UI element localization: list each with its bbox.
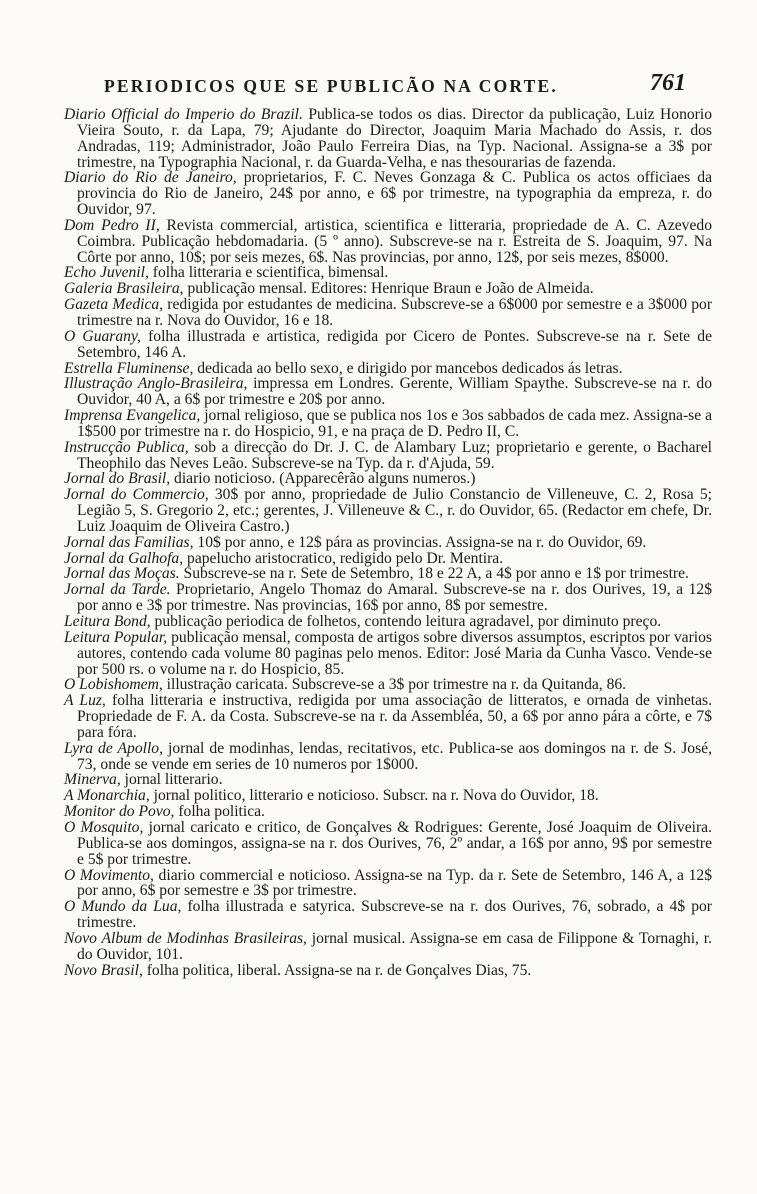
list-item	[64, 630, 712, 678]
entry-title: O Mundo da Lua,	[64, 898, 182, 916]
entry-text: folha illustrada e satyrica. Subscreve-se na r. dos Ourives, 76, sobrado, a 4$ por trimestre.	[77, 898, 712, 932]
entry-text: 10$ por anno, e 12$ pára as provincias. Assigna-se na r. do Ouvidor, 69.	[193, 533, 647, 551]
entry-title: Jornal do Commercio,	[64, 486, 209, 504]
list-item	[64, 772, 712, 788]
entry-text: folha litteraria e instructiva, redigida por uma associação de litteratos, e ornada de vinhetas. Propriedade de F. A. da Costa. Subscreve-se na r. da Assembléa, 50, a 6$ por anno pára a côrte, e 7$ para fóra.	[77, 692, 712, 741]
entry-title: A Luz,	[64, 692, 106, 710]
list-item	[64, 566, 712, 582]
entry-title: Diario Official do Imperio do Brazil.	[64, 106, 303, 123]
list-item	[64, 614, 712, 630]
list-item	[64, 741, 712, 773]
list-item	[64, 963, 712, 979]
list-item	[64, 170, 712, 218]
entry-text: folha illustrada e artistica, redigida por Cicero de Pontes. Subscreve-se na r. Sete de Setembro, 146 A.	[77, 327, 712, 361]
entry-title: O Movimento,	[64, 866, 154, 884]
list-item	[64, 931, 712, 963]
list-item	[64, 804, 712, 820]
entry-title: Dom Pedro II,	[64, 216, 160, 234]
list-item	[64, 218, 712, 266]
entry-title: Jornal das Moças.	[64, 565, 180, 583]
entry-text: publicação mensal. Editores: Henrique Braun e João de Almeida.	[183, 280, 594, 298]
list-item	[64, 868, 712, 900]
entry-text: Publica-se todos os dias. Director da publicação, Luiz Honorio Vieira Souto, r. da Lapa, 79; Ajudante do Director, Joaquim Maria Machado do Assis, r. dos Andradas, 119; Administrador, João Paulo Ferreira Dias, na Typ. Nacional. Assigna-se a 3$ por trimestre, na Typographia Nacional, r. da Guarda-Velha, e nas thesourarias de fazenda.	[77, 106, 712, 171]
entry-text: jornal religioso, que se publica nos 1os e 3os sabbados de cada mez. Assigna-se a 1$500 por trimestre na r. do Hospicio, 91, e na praça de D. Pedro II, C.	[77, 407, 712, 440]
list-item	[64, 788, 712, 804]
entry-title: Jornal da Galhofa,	[64, 549, 184, 567]
entry-title: O Mosquito,	[64, 818, 144, 836]
entry-text: impressa em Londres. Gerente, William Spaythe. Subscreve-se na r. do Ouvidor, 40 A, a 6$ por trimestre e 20$ por anno.	[77, 375, 712, 409]
list-item	[64, 487, 712, 535]
list-item	[64, 677, 712, 693]
entry-text: jornal de modinhas, lendas, recitativos, etc. Publica-se aos domingos na r. de S. José, 73, onde se vende em series de 10 numeros por 1$000.	[77, 739, 712, 773]
entry-text: redigida por estudantes de medicina. Subscreve-se a 6$000 por semestre e a 3$000 por trimestre na r. Nova do Ouvidor, 16 e 18.	[77, 296, 713, 329]
entry-text: dedicada ao bello sexo, e dirigido por mancebos dedicados ás letras.	[193, 359, 623, 377]
list-item	[64, 265, 712, 281]
entry-title: Echo Juvenil,	[64, 264, 149, 282]
page-header	[0, 70, 757, 104]
entry-text: Subscreve-se na r. Sete de Setembro, 18 e 22 A, a 4$ por anno e 1$ por trimestre.	[179, 565, 689, 583]
list-item	[64, 820, 712, 868]
entry-text: 30$ por anno, propriedade de Julio Constancio de Villeneuve, C. 2, Rosa 5; Legião 5, S. Gregorio 2, etc.; gerentes, J. Villeneuve & C., r. do Ouvidor, 65. (Redactor em chefe, Dr. Luiz Joaquim de Oliveira Castro.)	[77, 486, 712, 535]
list-item	[64, 408, 712, 440]
entry-title: Leitura Bond,	[64, 613, 151, 630]
entry-text: folha litteraria e scientifica, bimensal.	[148, 264, 389, 282]
entry-text: folha politica, liberal. Assigna-se na r. de Gonçalves Dias, 75.	[142, 961, 532, 979]
entry-title: Estrella Fluminense,	[64, 359, 194, 377]
list-item	[64, 440, 712, 472]
entry-title: O Guarany,	[64, 327, 141, 345]
entry-text: diario commercial e noticioso. Assigna-se na Typ. da r. Sete de Setembro, 146 A, a 12$ por anno, 6$ por semestre e 3$ por trimestre.	[77, 866, 712, 900]
list-item	[64, 551, 712, 567]
running-title: PERIODICOS QUE SE PUBLICÃO NA CORTE.	[104, 76, 558, 96]
entry-text: illustração caricata. Subscreve-se a 3$ por trimestre na r. da Quitanda, 86.	[162, 676, 627, 694]
entry-title: Jornal do Brasil,	[64, 470, 171, 488]
entry-text: papelucho aristocratico, redigido pelo Dr. Mentira.	[183, 549, 504, 567]
list-item	[64, 361, 712, 377]
entry-text: folha politica.	[174, 803, 265, 821]
entry-title: Galeria Brasileira,	[64, 280, 184, 298]
entry-text: Proprietario, Angelo Thomaz do Amaral. Subscreve-se na r. dos Ourives, 19, a 12$ por anno e 3$ por trimestre. Nas provincias, 16$ por anno, 8$ por semestre.	[77, 581, 712, 615]
list-item	[64, 471, 712, 487]
entry-title: O Lobishomem,	[64, 676, 163, 694]
list-item	[64, 582, 712, 614]
list-item	[64, 535, 712, 551]
entry-title: A Monarchia,	[64, 787, 150, 805]
entry-title: Novo Album de Modinhas Brasileiras,	[64, 929, 307, 947]
list-item	[64, 107, 712, 170]
entry-text: diario noticioso. (Apparecêrão alguns numeros.)	[170, 470, 476, 488]
entry-text: jornal litterario.	[120, 771, 223, 789]
entry-text: jornal caricato e critico, de Gonçalves & Rodrigues: Gerente, José Joaquim de Oliveira. Publica-se aos domingos, assigna-se na r. dos Ourives, 76, 2º andar, a 16$ por anno, 9$ por semestre e 5$ por trimestre.	[77, 818, 712, 868]
list-item	[64, 297, 712, 329]
entry-title: Imprensa Evangelica,	[64, 407, 201, 425]
entry-text: publicação periodica de folhetos, contendo leitura agradavel, por diminuto preço.	[150, 613, 662, 630]
entry-title: Novo Brasil,	[64, 961, 143, 979]
entry-text: sob a direcção do Dr. J. C. de Alambary Luz; proprietario e gerente, o Bacharel Theophilo das Neves Leão. Subscreve-se na Typ. da r. d'Ajuda, 59.	[77, 438, 712, 472]
entry-text: publicação mensal, composta de artigos sobre diversos assumptos, escriptos por varios autores, contendo cada volume 80 paginas pelo menos. Editor: José Maria da Cunha Vasco. Vende-se por 500 rs. o volume na r. do Hospicio, 85.	[77, 628, 712, 678]
periodicals-list	[64, 107, 712, 978]
entry-title: Illustração Anglo-Brasileira,	[64, 375, 248, 393]
list-item	[64, 899, 712, 931]
list-item	[64, 281, 712, 297]
entry-title: Minerva,	[64, 771, 121, 789]
list-item	[64, 693, 712, 741]
list-item	[64, 329, 712, 361]
page-number: 761	[650, 70, 686, 96]
list-item	[64, 376, 712, 408]
entry-text: proprietarios, F. C. Neves Gonzaga & C. Publica os actos officiaes da provincia do Rio de Janeiro, 24$ por anno, e 6$ por trimestre, na typographia da empreza, r. do Ouvidor, 97.	[77, 169, 712, 219]
entry-title: Instrucção Publica,	[64, 438, 189, 456]
entry-text: jornal musical. Assigna-se em casa de Filippone & Tornaghi, r. do Ouvidor, 101.	[77, 929, 712, 963]
entry-title: Leitura Popular,	[64, 628, 168, 646]
entry-title: Monitor do Povo,	[64, 803, 175, 821]
entry-title: Jornal da Tarde.	[64, 581, 171, 599]
entry-title: Jornal das Familias,	[64, 533, 194, 551]
entry-title: Gazeta Medica,	[64, 296, 164, 314]
entry-title: Lyra de Apollo,	[64, 739, 163, 757]
entry-text: jornal politico, litterario e noticioso. Subscr. na r. Nova do Ouvidor, 18.	[149, 787, 599, 805]
entry-text: Revista commercial, artistica, scientifica e litteraria, propriedade de A. C. Azevedo Coimbra. Publicação hebdomadaria. (5 º anno). Subscreve-se na r. Estreita de S. Joaquim, 97. Na Côrte por anno, 10$; por seis mezes, 6$. Nas provincias, por anno, 12$, por seis mezes, 8$000.	[77, 216, 712, 266]
entry-title: Diario do Rio de Janeiro,	[64, 169, 237, 187]
